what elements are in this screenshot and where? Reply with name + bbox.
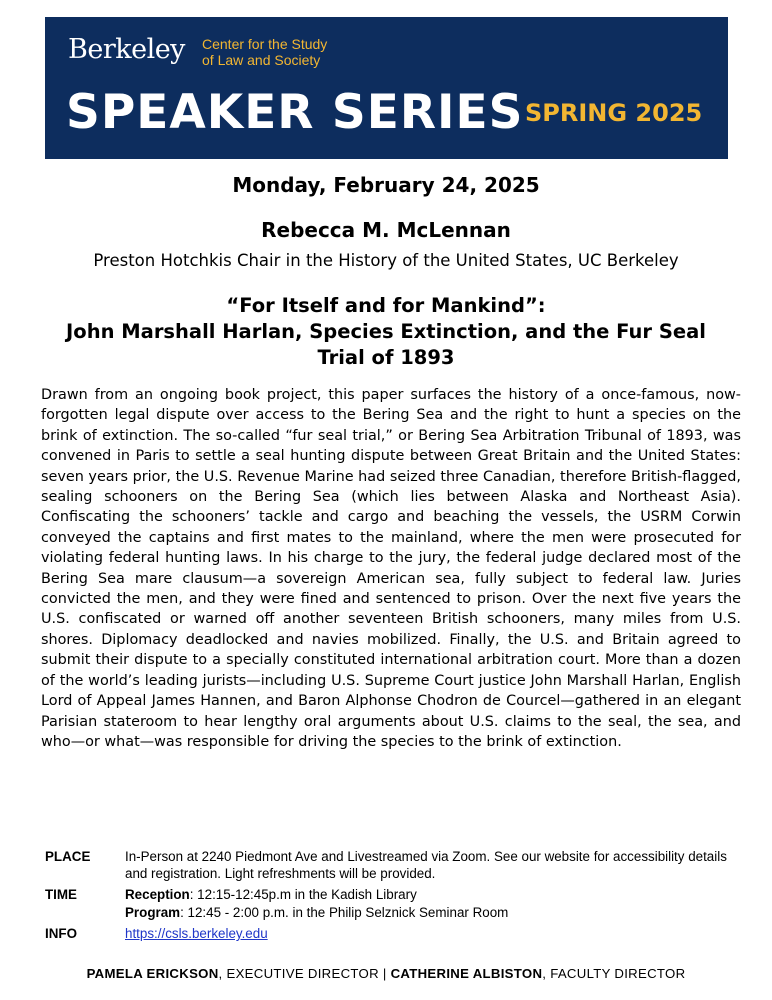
abstract-text: Drawn from an ongoing book project, this paper surfaces the history of a once-famous, now-forgotten legal dispute over access to the Bering Sea and the right to hunt a species on the brink of extinction. The so-called “fur seal trial,” or Bering Sea Arbitration Tribunal of 1893, was convened in Paris to settle a seal hunting dispute between Great Britain and the United States: seven years prior, the U.S. Revenue Marine had seized three Canadian, therefore British-flagged, sealing schooners on the Bering Sea (which lies between Alaska and Northeast Asia). Confiscating the schooners’ tackle and cargo and beaching the vessels, the USRM Corwin conveyed the captains and first mates to the mainland, where the men were prosecuted for violating federal hunting laws. In his charge to the jury, the federal judge declared most of the Bering Sea mare clausum—a sovereign American sea, fully subject to federal law. Juries convicted the men, and they were fined and sentenced to prison. Over the next five years the U.S. confiscated or warned off another seventeen British schooners, many miles from U.S. shores. Diplomacy deadlocked and navies mobilized. Finally, the U.S. and Britain agreed to submit their dispute to a specially constituted international arbitration court. More than a dozen of the world’s leading jurists—including U.S. Supreme Court justice John Marshall Harlan, English Lord of Appeal James Hannen, and Baron Alphonse Chodron de Courcel—gathered in an elegant Parisian stateroom to hear lengthy oral arguments about U.S. claims to the seal, the sea, and who—or what—was responsible for driving the species to the brink of extinction.: [41, 387, 741, 750]
speaker-name: Rebecca M. McLennan: [261, 218, 511, 242]
program-value: : 12:45 - 2:00 p.m. in the Philip Selznick Seminar Room: [180, 905, 509, 920]
talk-title: [40, 293, 732, 371]
time-label: TIME: [45, 887, 77, 902]
info-label: INFO: [45, 926, 77, 941]
reception-value: : 12:15-12:45p.m in the Kadish Library: [189, 887, 417, 902]
series-title: SPEAKER SERIES: [66, 85, 524, 140]
time-row: [45, 886, 735, 903]
center-name: [202, 36, 327, 68]
reception-label: Reception: [125, 887, 190, 902]
talk-title-line2: John Marshall Harlan, Species Extinction, and the Fur Seal Trial of 1893: [66, 320, 706, 369]
speaker-title: Preston Hotchkis Chair in the History of the United States, UC Berkeley: [93, 251, 679, 270]
center-name-line1: Center for the Study: [202, 36, 328, 52]
executive-director-name: PAMELA ERICKSON: [86, 966, 219, 981]
footer-directors: [0, 966, 772, 981]
series-term: SPRING 2025: [525, 99, 703, 127]
talk-title-line1: “For Itself and for Mankind”:: [226, 294, 546, 317]
center-name-line2: of Law and Society: [202, 52, 321, 68]
event-date: Monday, February 24, 2025: [232, 173, 540, 197]
footer-separator: |: [378, 966, 391, 981]
website-link[interactable]: https://csls.berkeley.edu: [125, 926, 268, 941]
executive-director-role: , EXECUTIVE DIRECTOR: [218, 966, 379, 981]
berkeley-logo: Berkeley: [68, 34, 185, 65]
faculty-director-name: CATHERINE ALBISTON: [390, 966, 543, 981]
info-row: [45, 925, 735, 942]
place-label: PLACE: [45, 849, 91, 864]
place-row: [45, 848, 735, 882]
program-label: Program: [125, 905, 181, 920]
reception-time: [125, 886, 735, 903]
header-banner: [45, 17, 728, 159]
program-row: [45, 904, 735, 921]
program-time: [125, 904, 735, 921]
place-value: In-Person at 2240 Piedmont Ave and Livestreamed via Zoom. See our website for accessibility details and registration. Light refreshments will be provided.: [125, 849, 727, 881]
faculty-director-role: , FACULTY DIRECTOR: [542, 966, 686, 981]
event-details: [45, 848, 735, 946]
